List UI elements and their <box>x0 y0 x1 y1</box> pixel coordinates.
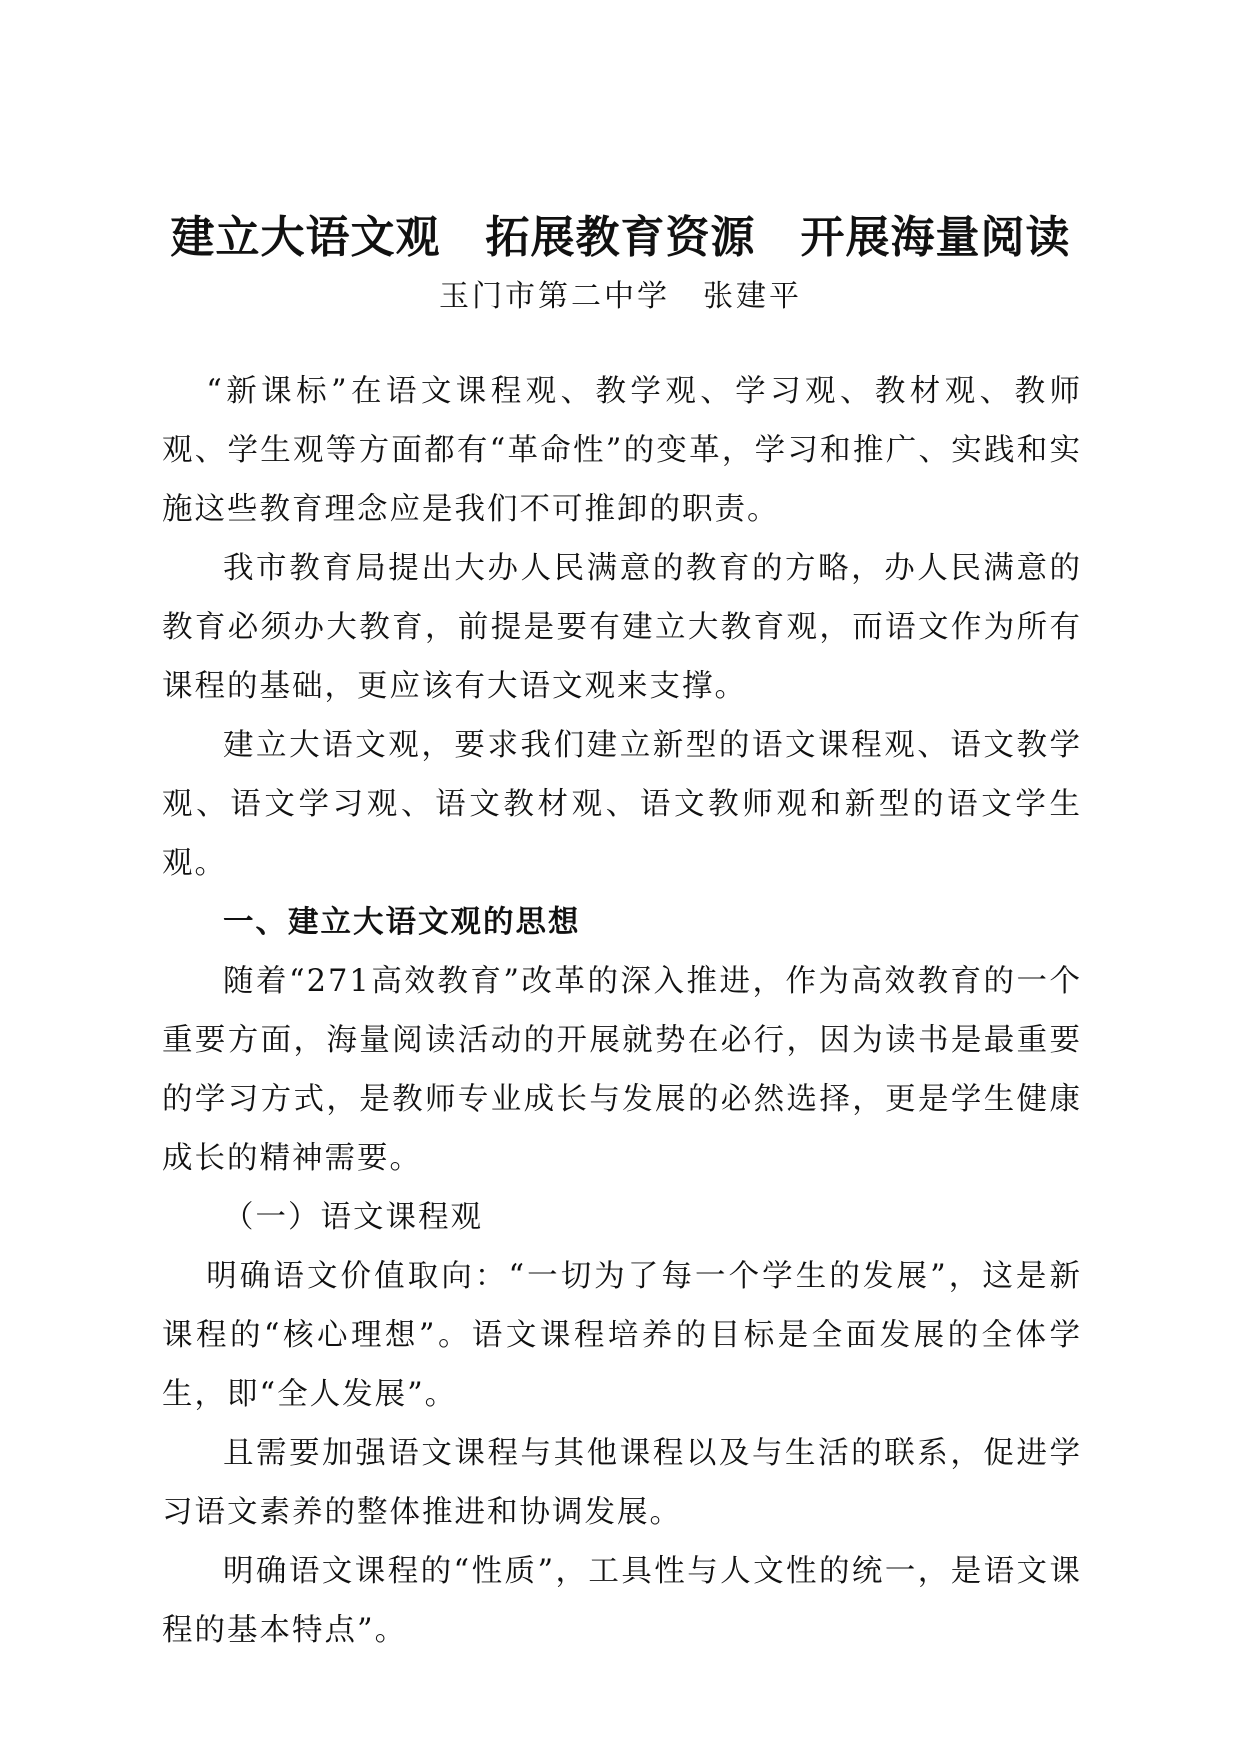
paragraph-5: 明确语文价值取向：“一切为了每一个学生的发展”，这是新课程的“核心理想”。语文课程培养的目标是全面发展的全体学生，即“全人发展”。 <box>162 1259 1082 1412</box>
document-body <box>162 362 1082 1660</box>
paragraph-7: 明确语文课程的“性质”，工具性与人文性的统一，是语文课程的基本特点”。 <box>162 1554 1082 1648</box>
paragraph-2: 我市教育局提出大办人民满意的教育的方略，办人民满意的教育必须办大教育，前提是要有建立大教育观，而语文作为所有课程的基础，更应该有大语文观来支撑。 <box>162 551 1082 704</box>
subsection-heading-1: （一）语文课程观 <box>223 1200 483 1235</box>
section-heading-1: 一、建立大语文观的思想 <box>223 904 581 940</box>
paragraph-1: “新课标”在语文课程观、教学观、学习观、教材观、教师观、学生观等方面都有“革命性”的变革，学习和推广、实践和实施这些教育理念应是我们不可推卸的职责。 <box>162 374 1082 527</box>
paragraph-3: 建立大语文观，要求我们建立新型的语文课程观、语文教学观、语文学习观、语文教材观、语文教师观和新型的语文学生观。 <box>162 728 1082 881</box>
paragraph-6: 且需要加强语文课程与其他课程以及与生活的联系，促进学习语文素养的整体推进和协调发展。 <box>162 1436 1082 1530</box>
author-byline: 玉门市第二中学 张建平 <box>439 279 802 314</box>
paragraph-4: 随着“271高效教育”改革的深入推进，作为高效教育的一个重要方面，海量阅读活动的开展就势在必行，因为读书是最重要的学习方式，是教师专业成长与发展的必然选择，更是学生健康成长的精神需要。 <box>162 964 1082 1176</box>
document-title: 建立大语文观 拓展教育资源 开展海量阅读 <box>170 212 1071 263</box>
